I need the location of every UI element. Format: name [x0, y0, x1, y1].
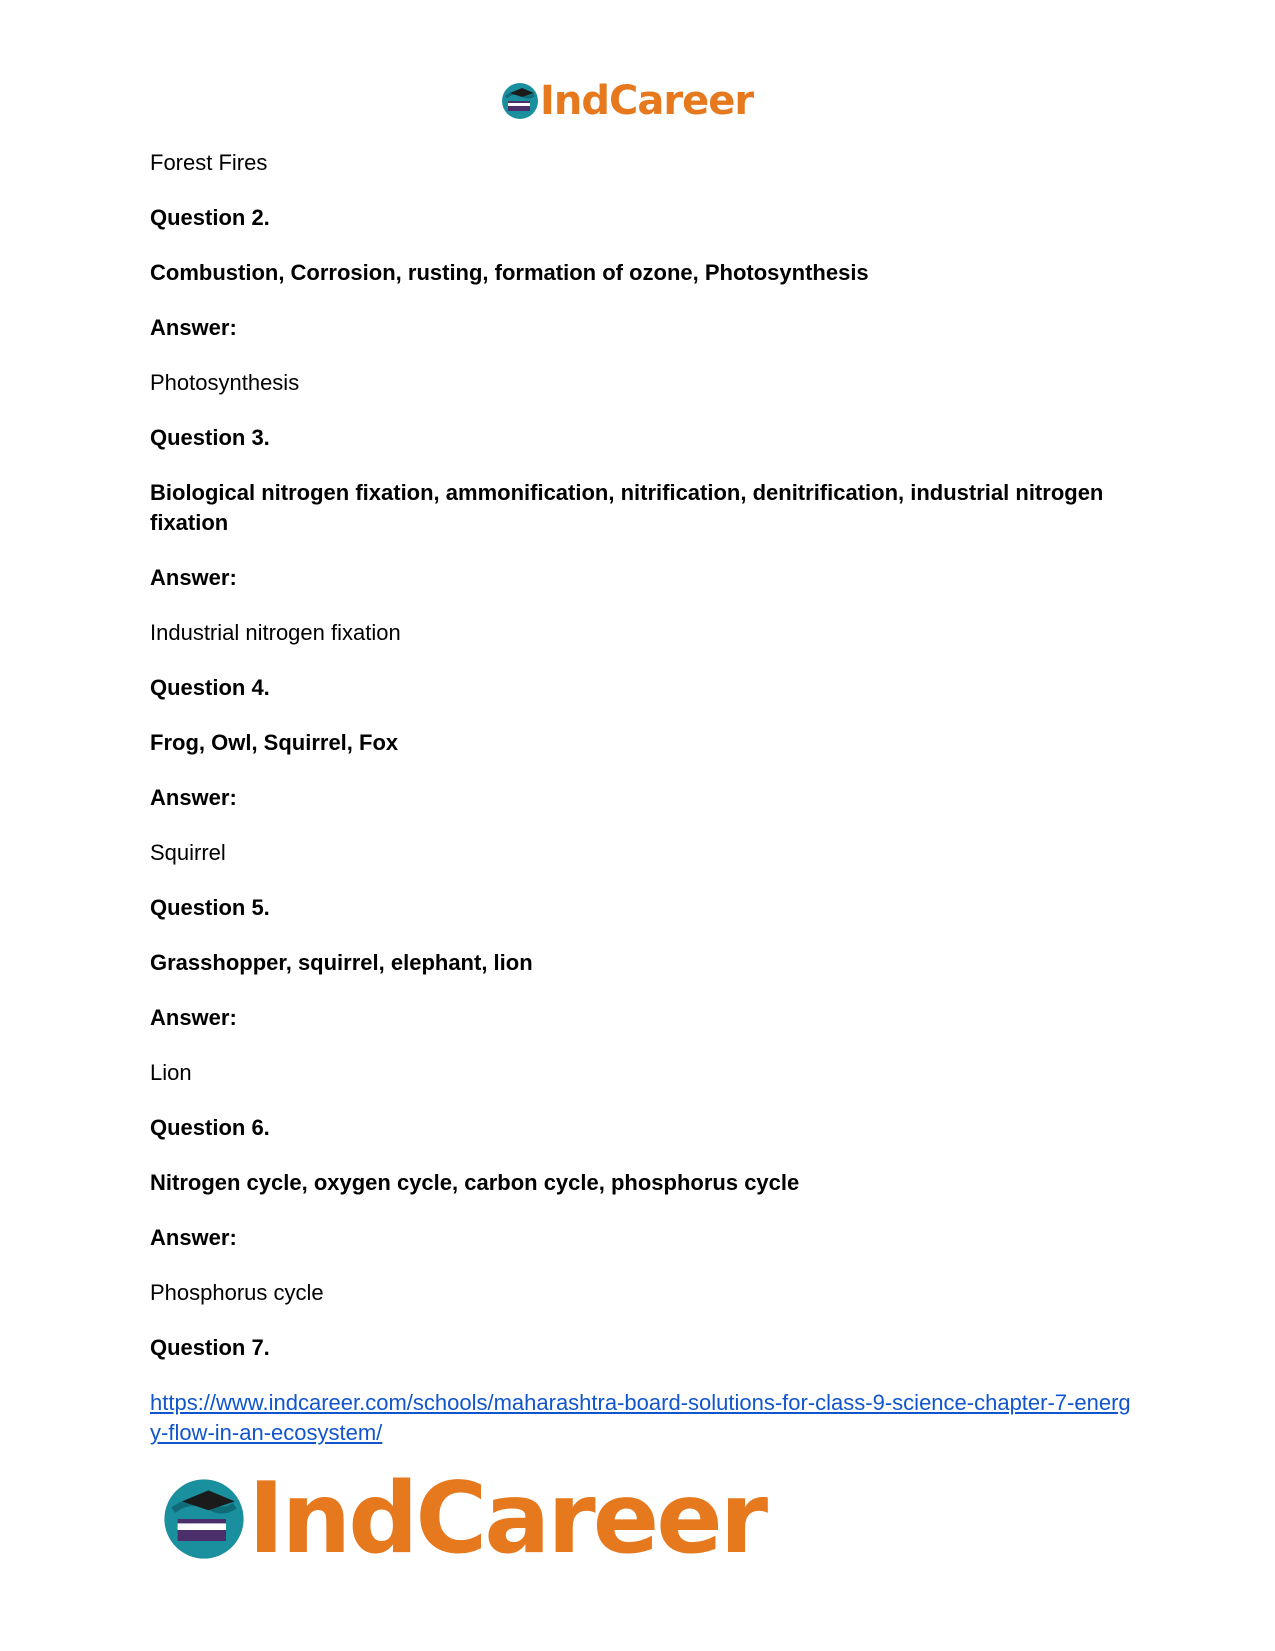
brand-name: IndCareer: [248, 1462, 766, 1576]
question-line: Question 7.: [150, 1335, 270, 1360]
answer-text: Industrial nitrogen fixation: [150, 620, 401, 645]
question-line: Nitrogen cycle, oxygen cycle, carbon cycle, phosphorus cycle: [150, 1170, 800, 1195]
answer-text: Phosphorus cycle: [150, 1280, 324, 1305]
question-line: Answer:: [150, 1225, 237, 1250]
question-line: Frog, Owl, Squirrel, Fox: [150, 730, 399, 755]
question-line: Question 4.: [150, 675, 270, 700]
question-line: Question 6.: [150, 1115, 270, 1140]
question-line: Biological nitrogen fixation, ammonification, nitrification, denitrification, industrial nitrogen fixation: [150, 480, 1104, 535]
brand-name: IndCareer: [540, 78, 754, 124]
question-line: Grasshopper, squirrel, elephant, lion: [150, 950, 533, 975]
question-line: Answer:: [150, 1005, 237, 1030]
question-line: Answer:: [150, 315, 237, 340]
question-line: Question 3.: [150, 425, 270, 450]
answer-text: Squirrel: [150, 840, 226, 865]
question-line: Question 2.: [150, 205, 270, 230]
document-body: [150, 148, 1140, 1448]
question-line: Answer:: [150, 565, 237, 590]
question-line: Answer:: [150, 785, 237, 810]
question-line: Combustion, Corrosion, rusting, formation of ozone, Photosynthesis: [150, 260, 869, 285]
source-link[interactable]: https://www.indcareer.com/schools/maharashtra-board-solutions-for-class-9-science-chapter-7-energy-flow-in-an-ecosystem/: [150, 1390, 1131, 1445]
globe-book-icon: [160, 1475, 248, 1563]
header-logo: [500, 78, 753, 124]
answer-text: Forest Fires: [150, 150, 268, 175]
footer-logo: [160, 1462, 765, 1576]
globe-book-icon: [500, 81, 540, 121]
question-line: Question 5.: [150, 895, 270, 920]
answer-text: Photosynthesis: [150, 370, 300, 395]
answer-text: Lion: [150, 1060, 192, 1085]
